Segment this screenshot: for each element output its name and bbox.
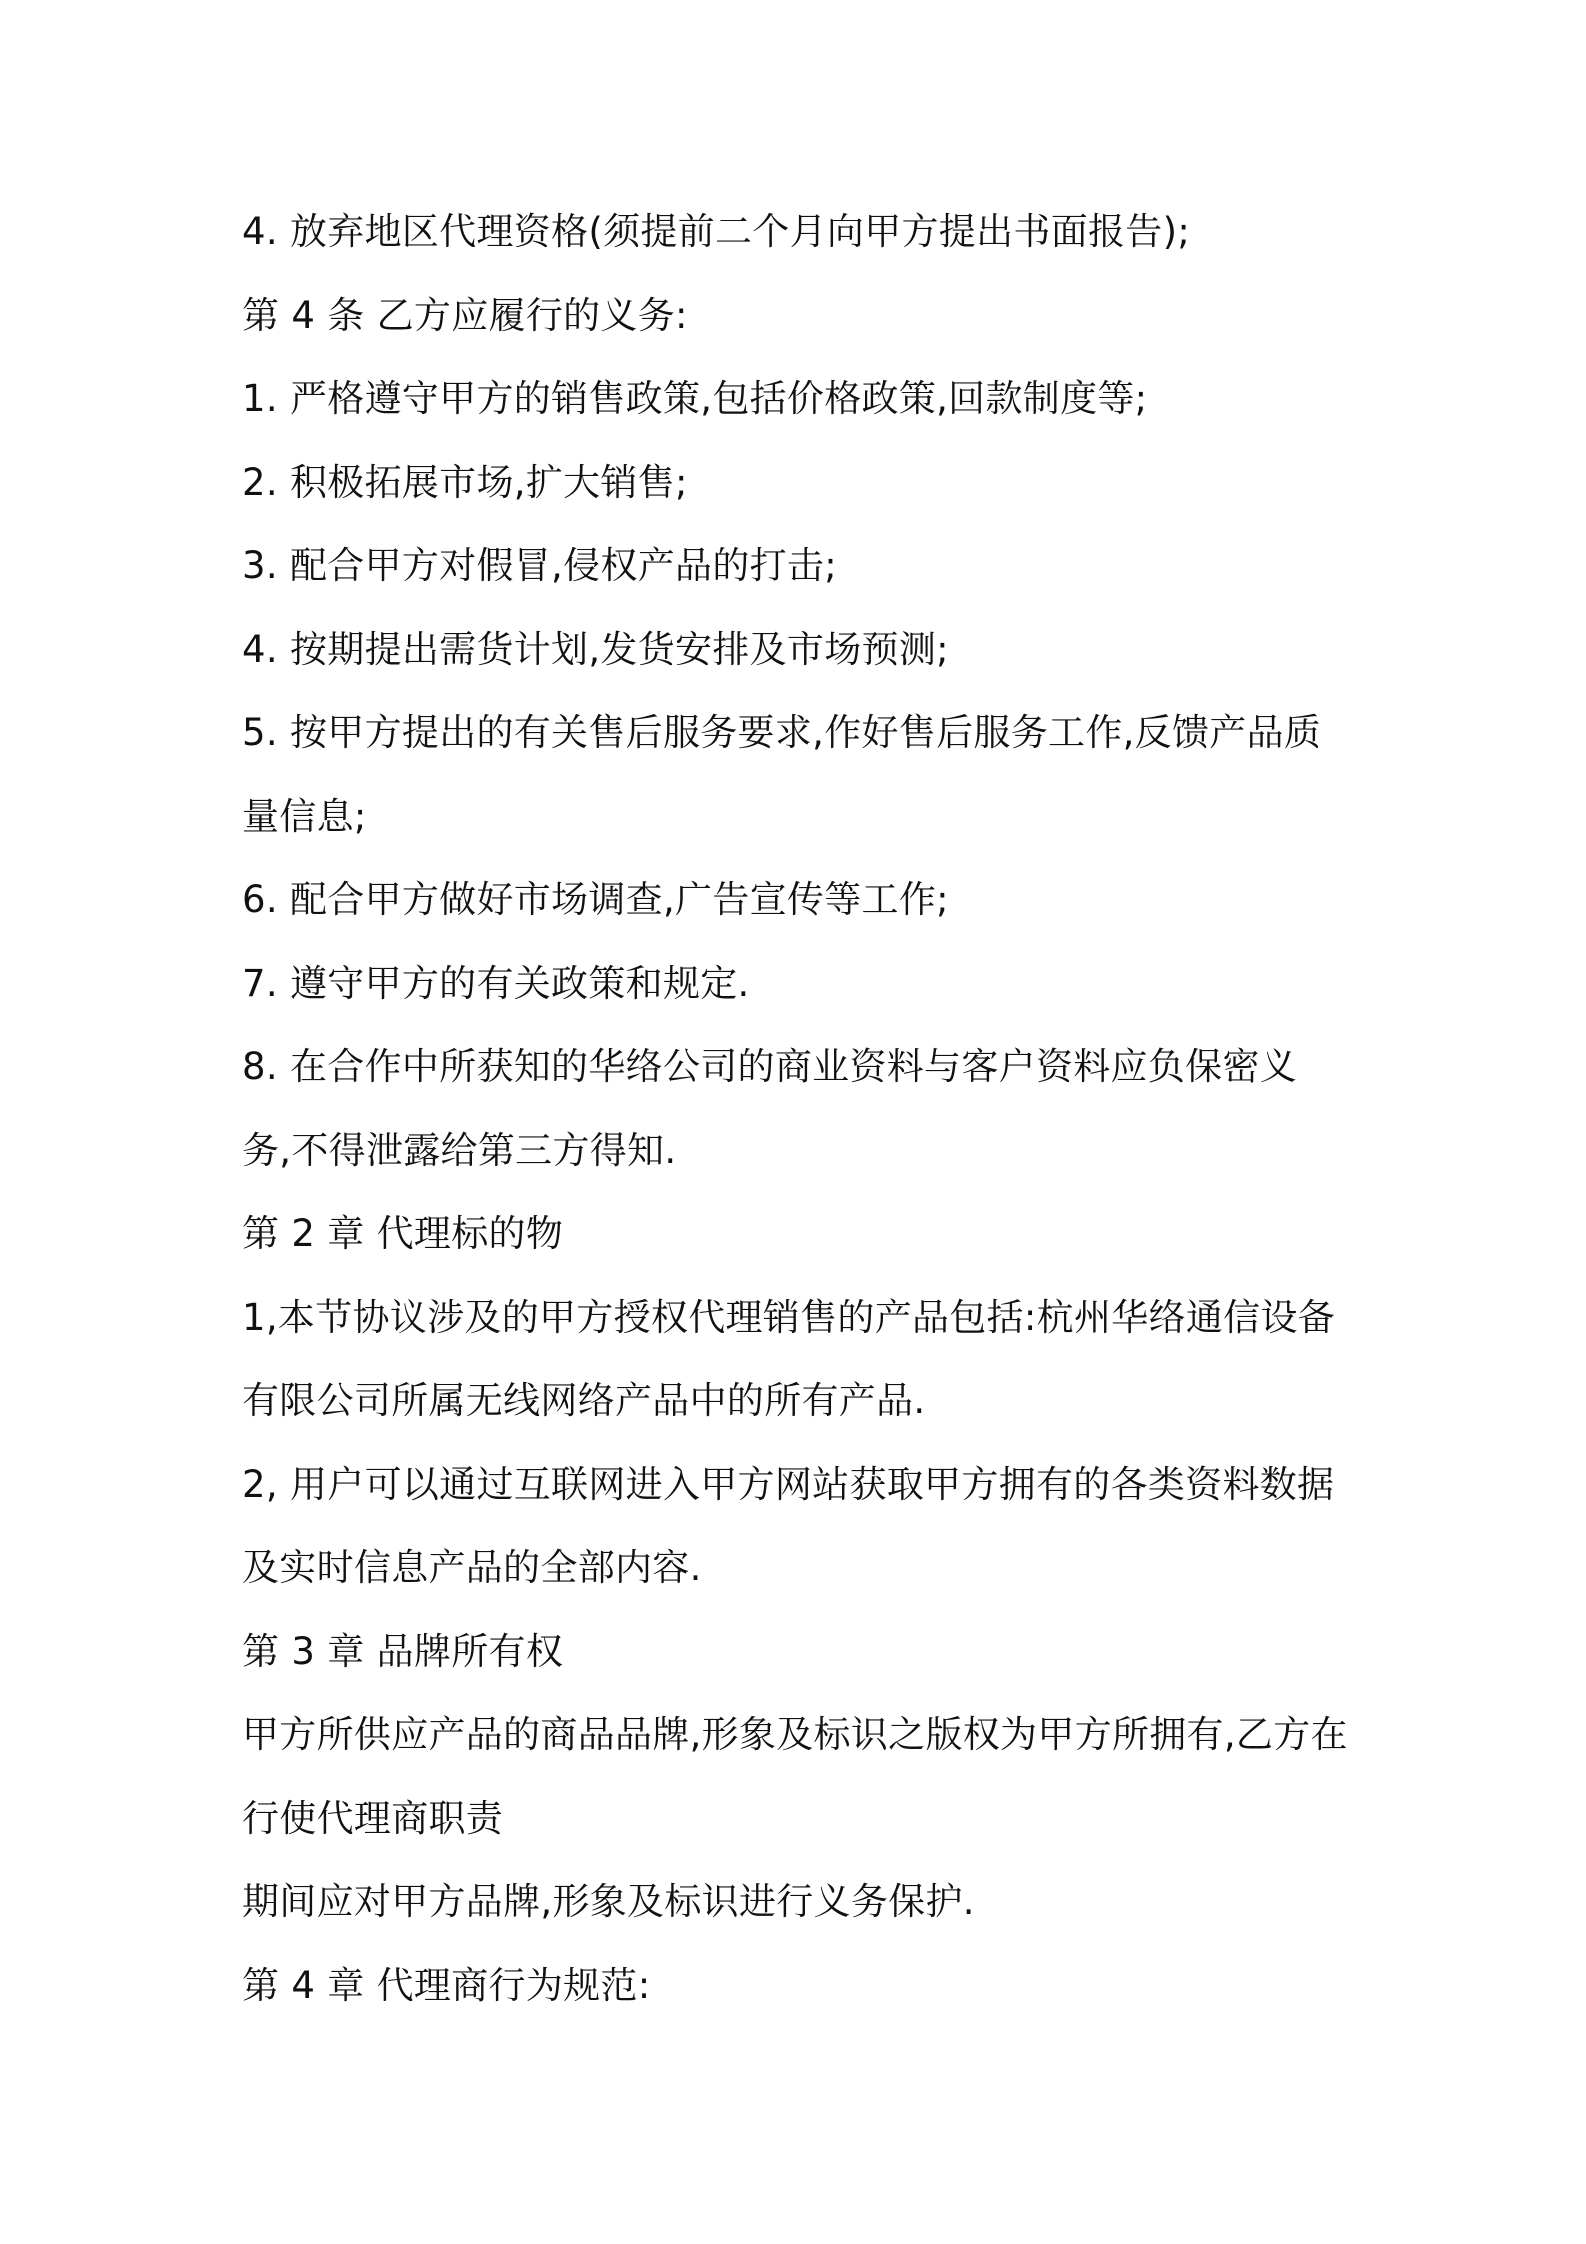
text-line-3: 1. 严格遵守甲方的销售政策,包括价格政策,回款制度等; <box>242 377 1148 420</box>
text-line-9: 6. 配合甲方做好市场调查,广告宣传等工作; <box>242 878 949 921</box>
chapter-heading-2: 第 2 章 代理标的物 <box>242 1212 564 1255</box>
text-line-6: 4. 按期提出需货计划,发货安排及市场预测; <box>242 627 949 671</box>
text-line-19: 甲方所供应产品的商品品牌,形象及标识之版权为甲方所拥有,乙方在 <box>242 1713 1348 1756</box>
document-body <box>242 190 1362 2027</box>
text-line-15: 有限公司所属无线网络产品中的所有产品. <box>242 1379 926 1422</box>
text-line-11: 8. 在合作中所获知的华络公司的商业资料与客户资料应负保密义 <box>242 1045 1298 1088</box>
text-line-5: 3. 配合甲方对假冒,侵权产品的打击; <box>242 544 837 587</box>
section-heading-article-4: 第 4 条 乙方应履行的义务: <box>242 293 688 337</box>
text-line-14: 1,本节协议涉及的甲方授权代理销售的产品包括:杭州华络通信设备 <box>242 1295 1336 1339</box>
text-line-17: 及实时信息产品的全部内容. <box>242 1546 702 1589</box>
text-line-12: 务,不得泄露给第三方得知. <box>242 1128 677 1172</box>
text-line-16: 2, 用户可以通过互联网进入甲方网站获取甲方拥有的各类资料数据 <box>242 1462 1335 1506</box>
text-line-21: 期间应对甲方品牌,形象及标识进行义务保护. <box>242 1880 975 1923</box>
chapter-heading-3: 第 3 章 品牌所有权 <box>242 1629 564 1673</box>
text-line-7: 5. 按甲方提出的有关售后服务要求,作好售后服务工作,反馈产品质 <box>242 711 1322 754</box>
text-line-1: 4. 放弃地区代理资格(须提前二个月向甲方提出书面报告); <box>242 210 1191 253</box>
text-line-4: 2. 积极拓展市场,扩大销售; <box>242 460 688 504</box>
chapter-heading-4: 第 4 章 代理商行为规范: <box>242 1963 651 2007</box>
text-line-8: 量信息; <box>242 794 367 838</box>
text-line-20: 行使代理商职责 <box>242 1796 504 1840</box>
text-line-10: 7. 遵守甲方的有关政策和规定. <box>242 961 750 1005</box>
